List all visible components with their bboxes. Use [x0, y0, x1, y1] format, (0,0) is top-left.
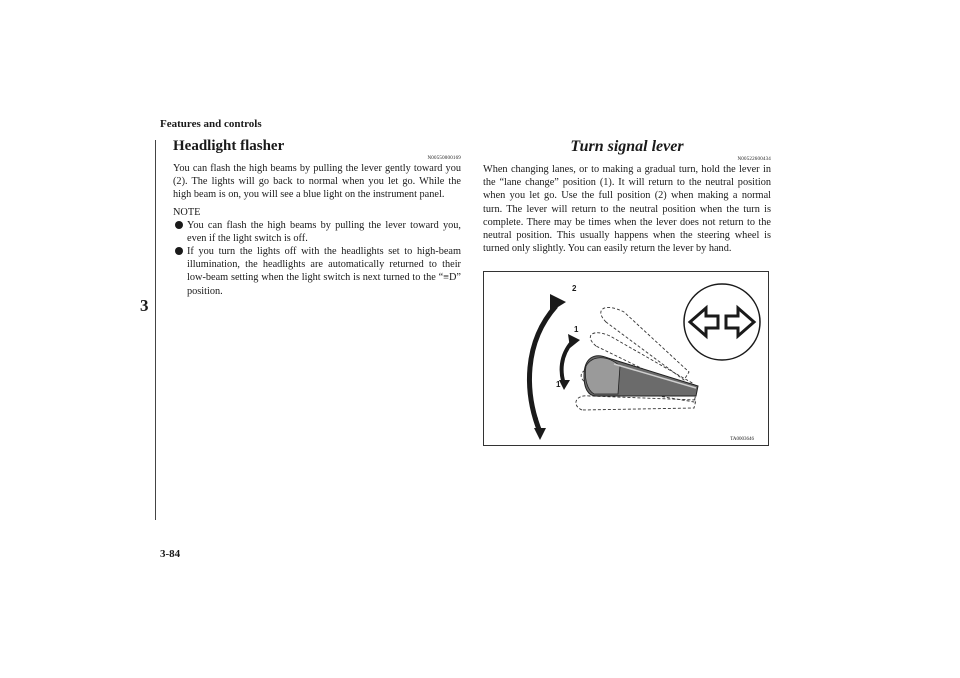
section-header: Features and controls [160, 118, 262, 130]
section-code: N00522600434 [737, 157, 771, 162]
label-lane-change-down: 1 [556, 380, 561, 389]
body-paragraph: You can flash the high beams by pulling the lever gently toward you (2). The lights will go back to normal when you let go. While the high beam is on, you will see a blue light on the instrument panel. [173, 163, 461, 201]
note-item [173, 219, 461, 245]
figure-code: TA0003646 [730, 437, 754, 442]
body-paragraph: When changing lanes, or to making a gradual turn, hold the lever in the “lane change” position (1). It will return to the neutral position when you let go. Use the full position (2) when making a normal turn. The lever will return to the neutral position when the turn is complete. There may be times when the lever does not return to the neutral position. This usually happens when the steering wheel is turned only slightly. You can easily return the lever by hand. [483, 164, 771, 255]
section-code: N00550000169 [427, 156, 461, 161]
turn-signal-arrows-icon [684, 284, 760, 360]
chapter-divider [155, 140, 156, 520]
note-text: You can flash the high beams by pulling the lever toward you, even if the light switch is off. [187, 219, 461, 244]
bullet-icon [175, 221, 183, 229]
headlight-flasher-section [173, 138, 461, 298]
section-title: Turn signal lever [570, 138, 684, 155]
note-item [173, 245, 461, 298]
note-list [173, 219, 461, 298]
bullet-icon [175, 247, 183, 255]
label-full-up: 2 [572, 284, 577, 293]
section-title: Headlight flasher [173, 138, 285, 154]
label-full-down: 2 [534, 416, 539, 425]
turn-signal-figure [483, 271, 769, 446]
chapter-tab: 3 [140, 296, 149, 315]
label-lane-change-up: 1 [574, 325, 579, 334]
note-label: NOTE [173, 206, 201, 218]
note-text: If you turn the lights off with the headlights set to high-beam illumination, the headlights are automatically returned to their low-beam setting when the light switch is next turned to the “≡D” position. [187, 246, 461, 297]
page-number: 3-84 [160, 548, 181, 560]
turn-signal-section [483, 138, 771, 255]
lever-illustration [484, 272, 768, 445]
